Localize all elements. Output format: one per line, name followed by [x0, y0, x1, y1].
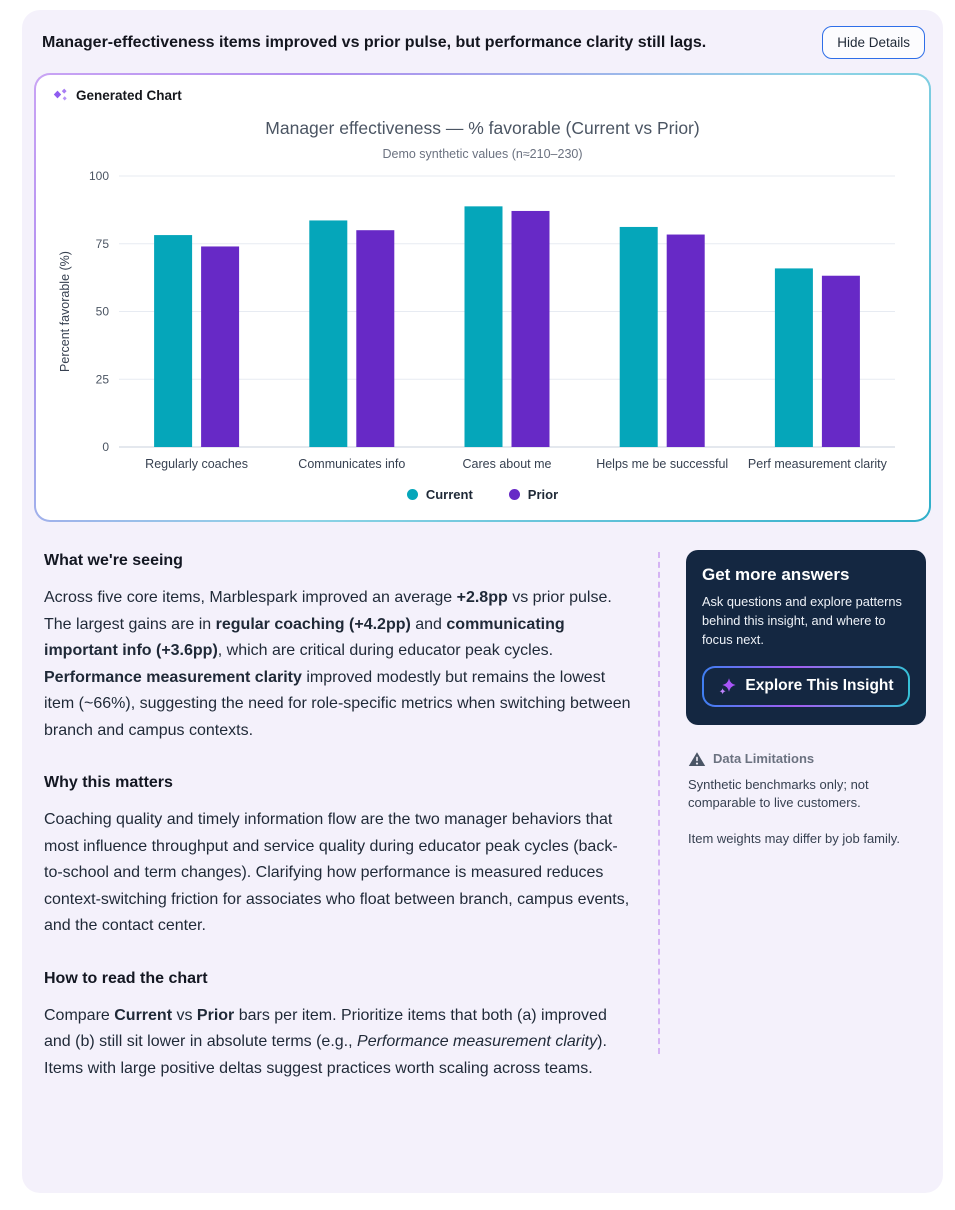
sparkle-icon — [718, 677, 737, 696]
legend-label: Current — [425, 487, 473, 502]
bar-prior-4 — [822, 276, 860, 447]
y-tick-75: 75 — [95, 236, 109, 251]
y-tick-0: 0 — [102, 440, 109, 454]
legend-dot — [407, 489, 418, 500]
analysis-paragraph: Across five core items, Marblespark improved an average +2.8pp vs prior pulse. The largest gains are in regular coaching (+4.2pp) and communicating important info (+3.6pp), which are critical during educator peak cycles. Performance measurement clarity improved modestly but remains the lowest item (~66%), suggesting the need for role-specific metrics when switching between branch and campus contexts. — [44, 589, 631, 739]
bar-prior-2 — [512, 211, 550, 447]
y-tick-50: 50 — [95, 304, 109, 319]
y-tick-100: 100 — [88, 169, 109, 183]
bar-current-1 — [309, 220, 347, 447]
section-heading-what-were-seeing: What we're seeing — [44, 552, 183, 569]
bar-prior-3 — [667, 235, 705, 447]
bar-current-4 — [775, 268, 813, 447]
legend-item-current — [407, 487, 473, 502]
chart-legend — [52, 487, 913, 502]
bar-current-3 — [620, 227, 658, 447]
bar-current-2 — [465, 206, 503, 447]
explore-insight-button[interactable] — [702, 666, 910, 707]
y-axis-label: Percent favorable (%) — [58, 251, 72, 372]
sparkles-icon — [52, 87, 69, 104]
insight-panel — [22, 10, 943, 1193]
data-limitations-header — [688, 751, 926, 767]
data-limitations-title: Data Limitations — [713, 751, 815, 767]
chart-subtitle: Demo synthetic values (n≈210–230) — [382, 147, 583, 161]
section-heading-how-to-read: How to read the chart — [44, 969, 208, 987]
generated-chart-header — [52, 87, 913, 104]
cta-description: Ask questions and explore patterns behind this insight, and where to focus next. — [702, 594, 902, 648]
cta-title: Get more answers — [702, 565, 850, 584]
analysis-paragraph: Coaching quality and timely information flow are the two manager behaviors that most influence throughput and service quality during educator peak cycles (back-to-school and term changes). Clarifying how performance is measured reduces context-switching friction for associates who float between branch, campus events, and the contact center. — [44, 811, 630, 934]
x-tick-label: Regularly coaches — [145, 457, 249, 471]
limitation-item: Synthetic benchmarks only; not comparable to live customers. — [688, 776, 869, 811]
section-heading-why-this-matters: Why this matters — [44, 774, 173, 791]
vertical-dashed-divider — [658, 552, 660, 1054]
legend-label: Prior — [527, 487, 559, 502]
y-tick-25: 25 — [95, 372, 109, 387]
analysis-column — [44, 548, 636, 1082]
generated-chart-card — [34, 73, 931, 522]
explore-insight-label: Explore This Insight — [745, 677, 894, 695]
details-section — [34, 522, 931, 1082]
bar-current-0 — [154, 235, 192, 447]
generated-chart-label: Generated Chart — [76, 88, 182, 103]
x-tick-label: Cares about me — [462, 457, 552, 471]
insight-headline: Manager-effectiveness items improved vs prior pulse, but performance clarity still lags. — [42, 33, 707, 51]
warning-triangle-icon — [688, 751, 706, 767]
legend-dot — [509, 489, 520, 500]
hide-details-button[interactable]: Hide Details — [822, 26, 925, 59]
analysis-paragraph: Compare Current vs Prior bars per item. Prioritize items that both (a) improved and (b) still sit lower in absolute terms (e.g., Performance measurement clarity). Items with large positive deltas suggest practices worth scaling across teams. — [44, 1006, 607, 1077]
chart-title: Manager effectiveness — % favorable (Current vs Prior) — [265, 118, 700, 138]
panel-header — [34, 24, 931, 73]
x-tick-label: Communicates info — [298, 457, 406, 471]
data-limitations — [686, 751, 926, 850]
x-tick-label: Helps me be successful — [596, 457, 729, 471]
bar-prior-0 — [201, 246, 239, 447]
bar-prior-1 — [356, 230, 394, 447]
x-tick-label: Perf measurement clarity — [747, 457, 887, 471]
sidebar — [686, 548, 926, 1082]
get-more-answers-card — [686, 550, 926, 725]
limitation-item: Item weights may differ by job family. — [688, 831, 900, 847]
legend-item-prior — [509, 487, 558, 502]
bar-chart — [52, 165, 905, 481]
